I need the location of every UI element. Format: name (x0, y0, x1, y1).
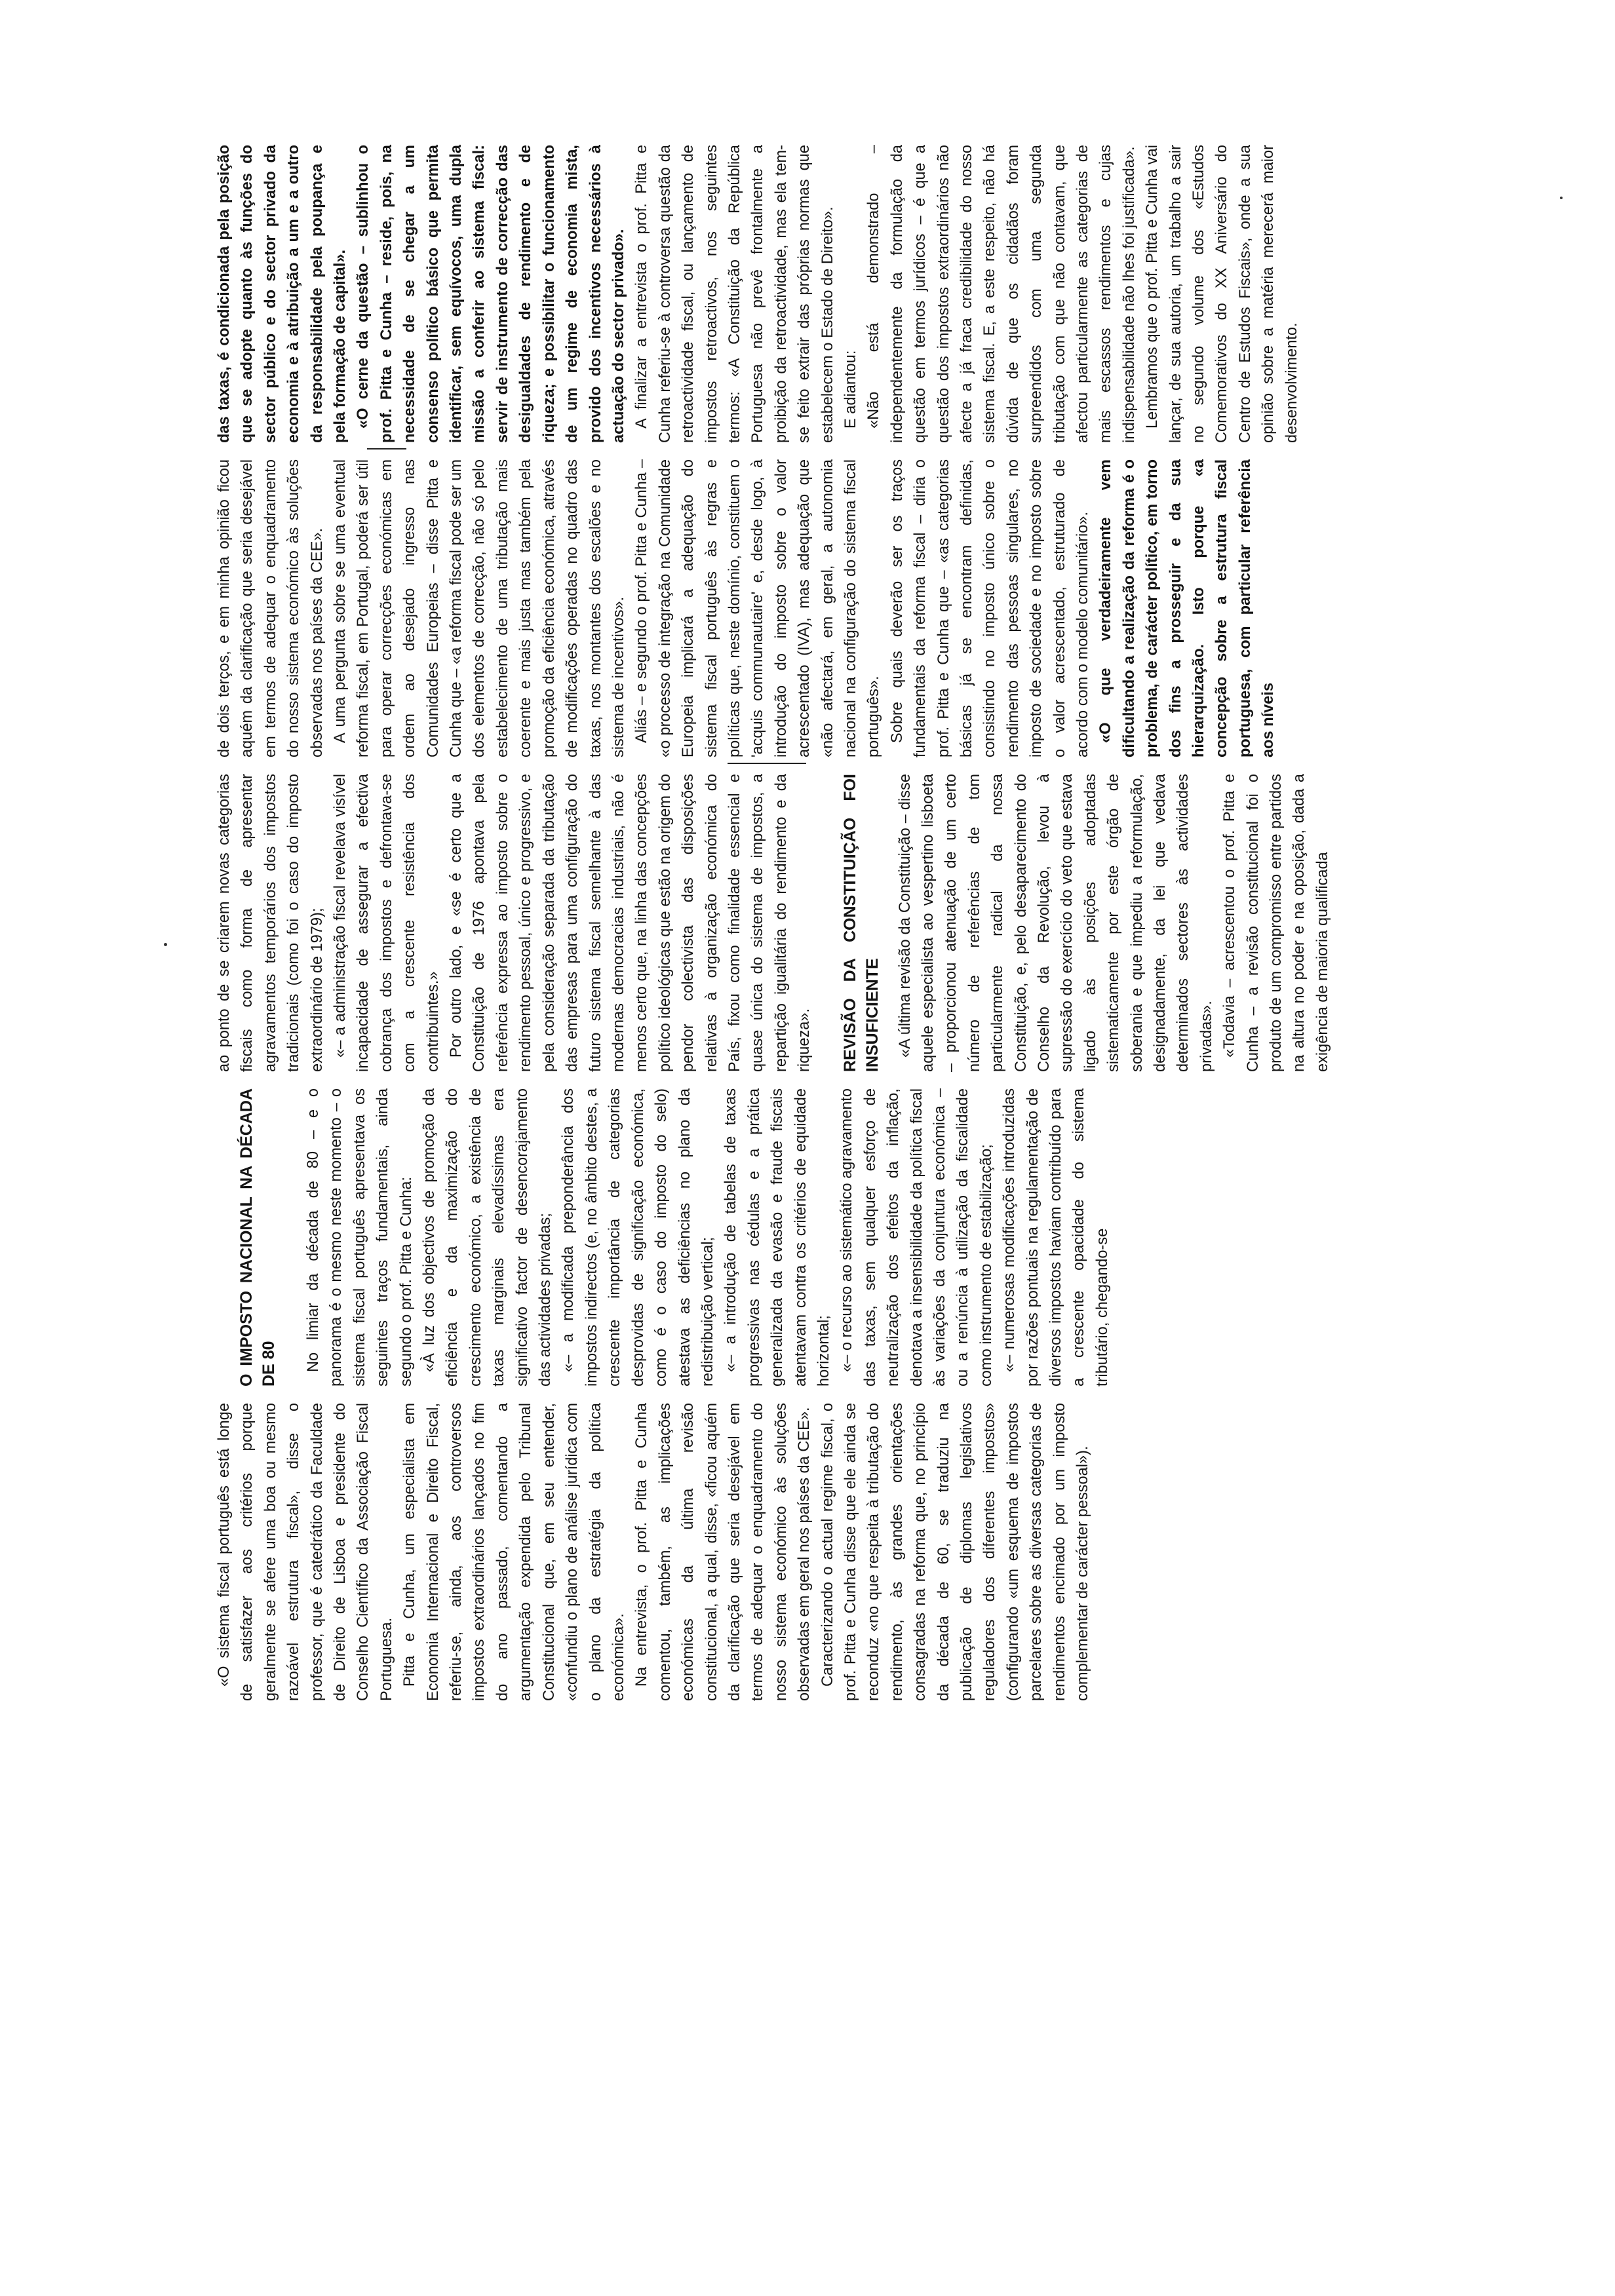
spacer (280, 1088, 302, 1387)
paragraph: Aliás – e segundo o prof. Pitta e Cunha – «o processo de integração na Comunidade Europeia implicará a adequação do sistema fiscal português às regras e políticas que, neste domínio, constituem o 'acquis communautaire' e, desde logo, à introdução do imposto sobre o valor acrescentado (IVA), mas adequação que «não afectará, em geral, a autonomia nacional na configuração do sistema fiscal português». (633, 459, 883, 757)
paragraph: de dois terços, e em minha opinião ficou aquém da clarificação que seria desejável em termos de adequar o enquadramento do nosso sistema económico às soluções observadas nos países da CEE». (216, 459, 326, 757)
spacer (213, 1088, 235, 1387)
paragraph: Por outro lado, e «se é certo que a Constituição de 1976 apontava pela referência expressa ao imposto sobre o rendimento pessoal, único e progressivo, e pela consideração separada da tributação das empresas para uma configuração do futuro sistema fiscal semelhante à das modernas democracias industriais, não é menos certo que, na linha das concepções político ideológicas que estão na origem do pendor colectivista das disposições relativas à organização económica do País, fixou como finalidade essencial e quase única do sistema de impostos, a repartição igualitária do rendimento e da riqueza». (448, 774, 813, 1072)
article-column-1 (213, 1403, 1095, 1701)
paragraph: E adiantou: (842, 350, 859, 429)
paragraph: ao ponto de se criarem novas categorias fiscais como forma de apresentar agravamentos temporários dos impostos tradicionais (como foi o caso do imposto extraordinário de 1979); (216, 774, 326, 1072)
article-column-4 (213, 459, 1281, 757)
spacer (884, 774, 894, 1072)
paragraph: A finalizar a entrevista o prof. Pitta e Cunha referiu-se à controversa questão da retroactividade fiscal, ou lançamento de impostos retroactivos, nos seguintes termos: «A Constituição da República Portuguesa não prevê frontalmente a proibição da retroactividade, mas ela tem-se feito extrair das próprias normas que estabelecem o Estado de Direito». (633, 145, 836, 443)
spacer (817, 774, 839, 1072)
paragraph: Lembramos que o prof. Pitta e Cunha vai lançar, de sua autoria, um trabalho a sair no segundo volume dos «Estudos Comemorativos do XX Aniversário do Centro de Estudos Fiscais», onde a sua opinião sobre a matéria merecerá maior desenvolvimento. (1144, 145, 1300, 443)
paragraph: No limiar da década de 80 – e o panorama é o mesmo neste momento – o sistema fiscal português apresentava os seguintes traços fundamentais, ainda segundo o prof. Pitta e Cunha: (305, 1088, 415, 1387)
column-rule (367, 448, 406, 450)
paragraph-bold: «O que verdadeiramente vem dificultando a realização da reforma é o problema, de carácter político, em torno dos fins a prosseguir e da sua hierarquização. Isto porque «a concepção sobre a estrutura fiscal portuguesa, com particular referência aos níveis (1097, 459, 1277, 757)
paragraph: Sobre quais deverão ser os traços fundamentais da reforma fiscal – diria o prof. Pitta e Cunha que – «as categorias básicas já se encontram definidas, consistindo no imposto único sobre o rendimento das pessoas singulares, no imposto de sociedade e no imposto sobre o valor acrescentado, estruturado de acordo com o modelo comunitário». (888, 459, 1092, 757)
paragraph: «A última revisão da Constituição – disse aquele especialista ao vespertino lisboeta – proporcionou atenuação de um certo número de referências de tom particularmente radical da nossa Constituição, e, pelo desaparecimento do Conselho da Revolução, levou à supressão do exercício do veto que estava ligado às posições adoptadas sistematicamente por este órgão de soberania e que impediu a reformulação, designadamente, da lei que vedava determinados sectores às actividades privadas». (896, 774, 1215, 1072)
paragraph: «– a administração fiscal revelava visível incapacidade de assegurar a efectiva cobrança dos impostos e defrontava-se com a crescente resistência dos contribuintes.» (332, 774, 442, 1072)
paragraph: A uma pergunta sobre se uma eventual reforma fiscal, em Portugal, poderá ser útil para operar correcções económicas em ordem ao desejado ingresso nas Comunidades Europeias – disse Pitta e Cunha que – «a reforma fiscal pode ser um dos elementos de correcção, não só pelo estabelecimento de uma tributação mais coerente e mais justa mas também pela promoção da eficiência económica, através de modificações operadas no quadro das taxas, nos montantes dos escalões e no sistema de incentivos». (332, 459, 627, 757)
paragraph: «À luz dos objectivos de promoção da eficiência e da maximização do crescimento económico, a existência de taxas marginais elevadíssimas era significativo factor de desencorajamento das actividades privadas; (421, 1088, 555, 1387)
paragraph: «Todavia – acrescentou o prof. Pitta e Cunha – a revisão constitucional foi o produto de um compromisso entre partidos na altura no poder e na oposição, dada a exigência de maioria qualificada (1221, 774, 1331, 1072)
paragraph: «– a modificada preponderância dos impostos indirectos (e, no âmbito destes, a crescente importância de categorias desprovidas de significação económica, como é o caso do imposto do selo) atestava as deficiências no plano da redistribuição vertical; (560, 1088, 716, 1387)
paragraph: «– o recurso ao sistemático agravamento das taxas, sem qualquer esforço de neutralização dos efeitos da inflação, denotava a insensibilidade da política fiscal às variações da conjuntura económica – ou a renúncia à utilização da fiscalidade como instrumento de estabilização; (838, 1088, 995, 1387)
paragraph: «Não está demonstrado – independentemente da formulação da questão em termos jurídicos – é que a questão dos impostos extraordinários não afecte a já fraca credibilidade do nosso sistema fiscal. E, a este respeito, não há dúvida de que os cidadãos foram surpreendidos com uma segunda tributação com que não contavam, que afectou particularmente as categorias de mais escassos rendimentos e cujas indispensabilidade não lhes foi justificada». (865, 145, 1138, 443)
article-column-3 (213, 774, 1334, 1072)
scan-speck (1560, 197, 1563, 199)
paragraph: «– a introdução de tabelas de taxas progressivas nas cédulas e a prática generalizada da evasão e fraude fiscais atentavam contra os critérios de equidade horizontal; (722, 1088, 832, 1387)
article-column-2 (213, 1088, 1114, 1387)
paragraph-bold: das taxas, é condicionada pela posição que se adopte quanto às funções do sector público e do sector privado da economia e à atribuição a um e a outro da responsabilidade pela poupança e pela formação de capital». (216, 145, 349, 443)
scan-speck (164, 943, 167, 946)
paragraph: «– numerosas modificações introduzidas por razões pontuais na regulamentação de diversos impostos haviam contribuído para a crescente opacidade do sistema tributário, chegando-se (1001, 1088, 1111, 1387)
paragraph: Pitta e Cunha, um especialista em Economia Internacional e Direito Fiscal, referiu-se, ainda, aos controversos impostos extraordinários lançados no fim do ano passado, comentando a argumentação expendida pelo Tribunal Constitucional que, em seu entender, «confundiu o plano de análise jurídica com o plano da estratégia da política económica». (401, 1403, 627, 1701)
paragraph-bold: «O cerne da questão – sublinhou o prof. Pitta e Cunha – reside, pois, na necessidade de se chegar a um consenso político básico que permita identificar, sem equívocos, uma dupla missão a conferir ao sistema fiscal: servir de instrumento de correcção das desigualdades de rendimento e de riqueza; e possibilitar o funcionamento de um regime de economia mista, provido dos incentivos necessários à actuação do sector privado». (355, 145, 627, 443)
paragraph: Na entrevista, o prof. Pitta e Cunha comentou, também, as implicações económicas da última revisão constitucional, a qual, disse, «ficou aquém da clarificação que seria desejável em termos de adequar o enquadramento do nosso sistema económico às soluções observadas em geral nos países da CEE». (633, 1403, 813, 1701)
article-column-5 (213, 145, 1304, 443)
column-rule (728, 763, 806, 764)
paragraph: «O sistema fiscal português está longe de satisfazer aos critérios porque geralmente se afere uma boa ou mesmo razoável estrutura fiscal», disse o professor, que é catedrático da Faculdade de Direito de Lisboa e presidente do Conselho Científico da Associação Fiscal Portuguesa. (216, 1403, 395, 1701)
section-heading: O IMPOSTO NACIONAL NA DÉCADA DE 80 (237, 1088, 278, 1387)
paragraph: Caracterizando o actual regime fiscal, o prof. Pitta e Cunha disse que ele ainda se reconduz «no que respeita à tributação do rendimento, às grandes orientações consagradas na reforma que, no princípio da década de 60, se traduziu na publicação de diplomas legislativos reguladores dos diferentes impostos» (configurando «um esquema de impostos parcelares sobre as diversas categorias de rendimentos encimado por um imposto complementar de carácter pessoal»). (819, 1403, 1092, 1701)
section-heading: REVISÃO DA CONSTITUIÇÃO FOI INSUFICIENTE (840, 774, 882, 1072)
